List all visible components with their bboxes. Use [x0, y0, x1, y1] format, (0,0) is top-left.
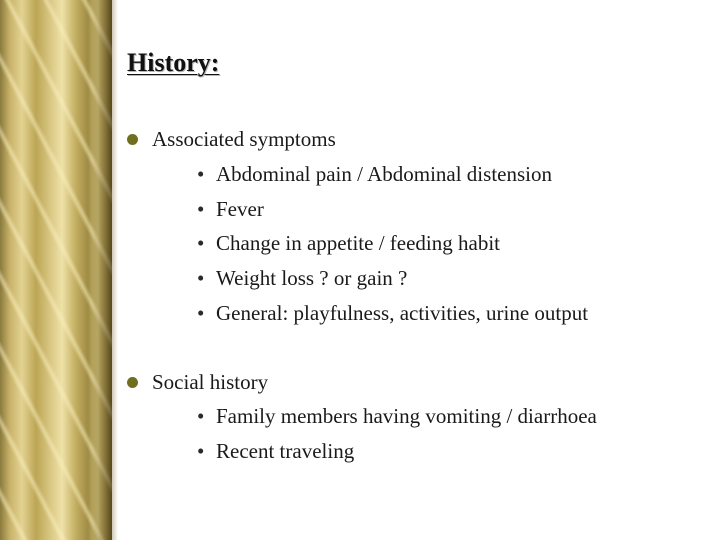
list-item-text: Recent traveling	[216, 439, 355, 463]
section-heading-associated-symptoms	[127, 126, 336, 152]
round-bullet-icon	[127, 134, 138, 145]
section-label: Associated symptoms	[152, 127, 336, 151]
bullet-icon: •	[197, 301, 205, 325]
decorative-shadow	[92, 0, 112, 540]
list-item	[197, 230, 500, 256]
slide-title: History:	[127, 48, 220, 77]
list-item-text: Change in appetite / feeding habit	[216, 231, 500, 255]
list-item-text: General: playfulness, activities, urine output	[216, 301, 589, 325]
decorative-edge	[112, 0, 118, 540]
bullet-icon: •	[197, 404, 205, 428]
list-item-text: Weight loss ? or gain ?	[216, 266, 408, 290]
list-item-text: Family members having vomiting / diarrhoea	[216, 404, 597, 428]
bullet-icon: •	[197, 439, 205, 463]
list-item-text: Abdominal pain / Abdominal distension	[216, 162, 552, 186]
bullet-icon: •	[197, 266, 205, 290]
list-item	[197, 265, 407, 291]
bullet-icon: •	[197, 197, 205, 221]
list-item	[197, 300, 588, 326]
list-item	[197, 161, 552, 187]
round-bullet-icon	[127, 377, 138, 388]
list-item	[197, 403, 597, 429]
bullet-icon: •	[197, 231, 205, 255]
list-item-text: Fever	[216, 197, 264, 221]
list-item	[197, 196, 264, 222]
section-label: Social history	[152, 370, 269, 394]
section-heading-social-history	[127, 369, 268, 395]
list-item	[197, 438, 354, 464]
bullet-icon: •	[197, 162, 205, 186]
